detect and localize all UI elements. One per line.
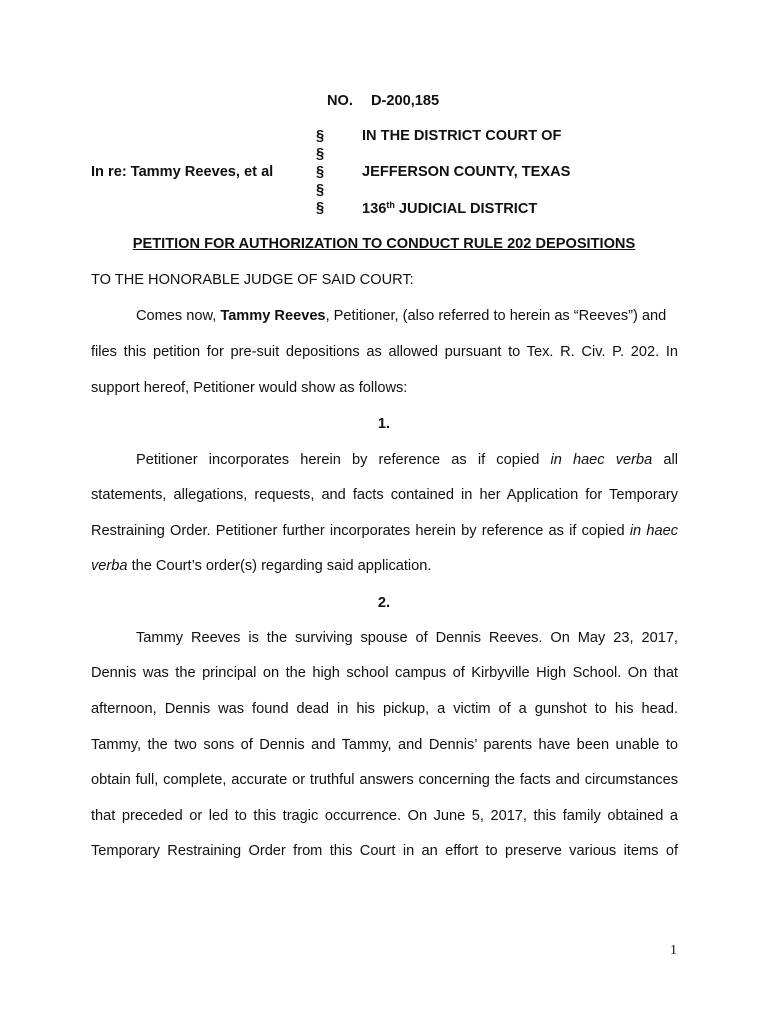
case-number-line — [327, 93, 439, 109]
salutation: TO THE HONORABLE JUDGE OF SAID COURT: — [91, 272, 414, 288]
intro-suffix: , Petitioner, (also referred to herein as “Reeves”) and — [325, 308, 667, 324]
s1-l3-pre: Restraining Order. Petitioner further incorporates herein by reference as if copied — [91, 523, 630, 539]
court-line-3 — [362, 200, 537, 217]
section2-line-3: afternoon, Dennis was found dead in his pickup, a victim of a gunshot to his head. — [91, 701, 678, 717]
petitioner-name: Tammy Reeves — [220, 308, 326, 324]
court-line-2: JEFFERSON COUNTY, TEXAS — [362, 164, 571, 180]
section-number-1: 1. — [377, 416, 391, 432]
section2-line-1: Tammy Reeves is the surviving spouse of Dennis Reeves. On May 23, 2017, — [136, 630, 678, 646]
section-symbol: § — [316, 128, 325, 144]
section2-line-5: obtain full, complete, accurate or truthful answers concerning the facts and circumstances — [91, 772, 678, 788]
intro-line-2: files this petition for pre-suit depositions as allowed pursuant to Tex. R. Civ. P. 202. In — [91, 344, 678, 360]
case-number-label: NO. — [327, 93, 353, 109]
s1-l1-post: all — [652, 452, 678, 468]
section-symbol: § — [316, 200, 325, 216]
section1-line-3 — [91, 523, 678, 539]
section2-line-4: Tammy, the two sons of Dennis and Tammy, and Dennis’ parents have been unable to — [91, 737, 678, 753]
district-number: 136 — [362, 201, 387, 217]
case-number-value: D-200,185 — [370, 93, 440, 109]
section2-line-7: Temporary Restraining Order from this Court in an effort to preserve various items of — [91, 843, 678, 859]
district-ordinal: th — [386, 200, 395, 210]
section-symbol: § — [316, 182, 325, 198]
section2-line-6: that preceded or led to this tragic occurrence. On June 5, 2017, this family obtained a — [91, 808, 678, 824]
intro-line-1 — [136, 308, 666, 324]
district-label: JUDICIAL DISTRICT — [394, 201, 538, 217]
court-line-1: IN THE DISTRICT COURT OF — [362, 128, 562, 144]
s1-l4-post: the Court’s order(s) regarding said application. — [127, 558, 432, 574]
latin-phrase: in haec verba — [550, 452, 653, 468]
section1-line-1 — [136, 452, 678, 468]
section1-line-2: statements, allegations, requests, and facts contained in her Application for Temporary — [91, 487, 678, 503]
case-caption: In re: Tammy Reeves, et al — [91, 164, 274, 180]
latin-phrase: in haec — [629, 523, 678, 539]
section-number-2: 2. — [377, 595, 391, 611]
intro-line-3: support hereof, Petitioner would show as follows: — [91, 380, 408, 396]
section-symbol: § — [316, 164, 325, 180]
s1-l1-pre: Petitioner incorporates herein by reference as if copied — [136, 452, 551, 468]
section2-line-2: Dennis was the principal on the high school campus of Kirbyville High School. On that — [91, 665, 678, 681]
section-symbol: § — [316, 146, 325, 162]
section1-line-4 — [91, 558, 431, 574]
document-title: PETITION FOR AUTHORIZATION TO CONDUCT RULE 202 DEPOSITIONS — [132, 236, 636, 252]
intro-prefix: Comes now, — [136, 308, 221, 324]
latin-phrase: verba — [91, 558, 128, 574]
page-number: 1 — [670, 943, 677, 958]
